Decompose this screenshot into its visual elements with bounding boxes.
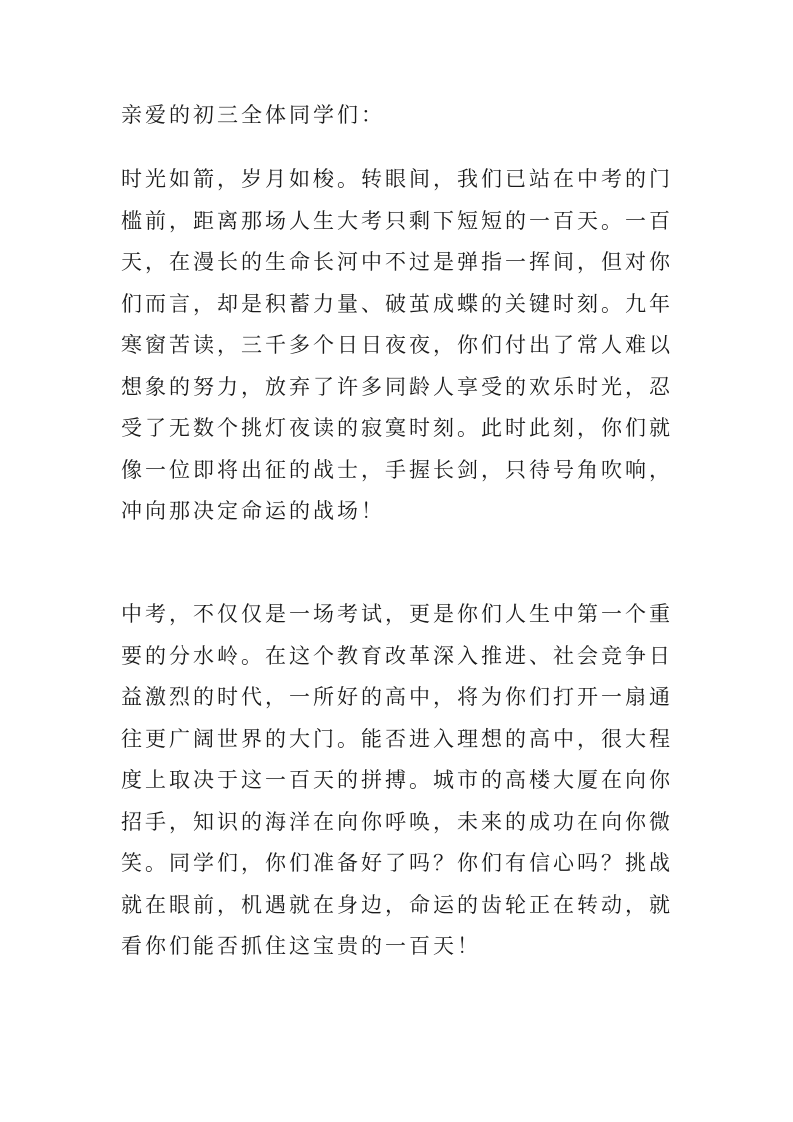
paragraph-line: 们而言，却是积蓄力量、破茧成蝶的关键时刻。九年 [121,291,673,316]
paragraph-line: 天，在漫长的生命长河中不过是弹指一挥间，但对你 [121,250,673,274]
greeting: 亲爱的初三全体同学们： [121,103,385,127]
paragraph-line: 要的分水岭。在这个教育改革深入推进、社会竞争日 [121,643,673,668]
paragraph-2 [121,594,681,968]
paragraph-line: 想象的努力，放弃了许多同龄人享受的欢乐时光，忍 [121,374,673,399]
paragraph-line: 中考，不仅仅是一场考试，更是你们人生中第一个重 [121,602,673,626]
paragraph-line: 笑。同学们，你们准备好了吗？你们有信心吗？挑战 [121,851,673,875]
paragraph-line: 益激烈的时代，一所好的高中，将为你们打开一扇通 [121,685,673,709]
paragraph-1 [121,159,681,533]
paragraph-line: 就在眼前，机遇就在身边，命运的齿轮正在转动，就 [121,892,673,917]
paragraph-line: 槛前，距离那场人生大考只剩下短短的一百天。一百 [121,208,673,233]
paragraph-line: 看你们能否抓住这宝贵的一百天！ [121,934,481,958]
paragraph-line: 冲向那决定命运的战场！ [121,499,385,523]
paragraph-line: 往更广阔世界的大门。能否进入理想的高中，很大程 [121,726,673,751]
paragraph-line: 招手，知识的海洋在向你呼唤，未来的成功在向你微 [121,809,673,834]
paragraph-line: 度上取决于这一百天的拼搏。城市的高楼大厦在向你 [121,768,673,792]
paragraph-line: 像一位即将出征的战士，手握长剑，只待号角吹响， [121,457,673,482]
paragraph-line: 时光如箭，岁月如梭。转眼间，我们已站在中考的门 [121,167,673,191]
paragraph-line: 寒窗苦读，三千多个日日夜夜，你们付出了常人难以 [121,333,673,357]
paragraph-line: 受了无数个挑灯夜读的寂寞时刻。此时此刻，你们就 [121,416,673,440]
